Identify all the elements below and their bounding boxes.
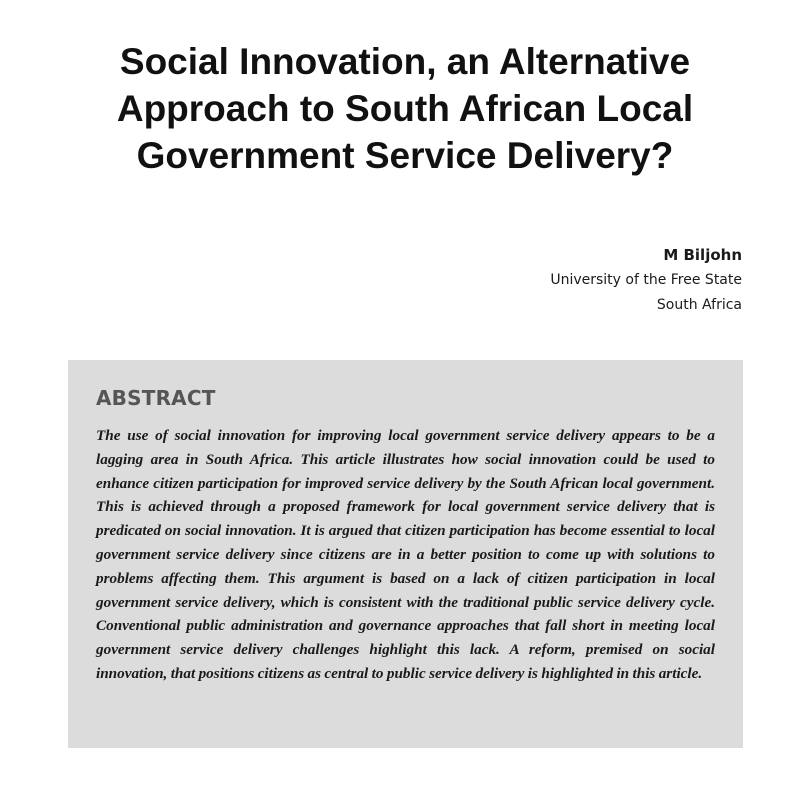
author-block <box>550 243 742 318</box>
abstract-heading: ABSTRACT <box>96 386 216 410</box>
author-affiliation: University of the Free State <box>550 272 742 288</box>
title-line-1: Social Innovation, an Alternative <box>119 41 691 82</box>
abstract-box <box>68 360 743 748</box>
title-line-3: Government Service Delivery? <box>136 135 674 176</box>
abstract-text: The use of social innovation for improving local government service delivery appears to be a lagging area in South Africa. This article illustrates how social innovation could be used to enhance citizen participation for improved service delivery by the South African local government. This is achieved through a proposed framework for local government service delivery that is predicated on social innovation. It is argued that citizen participation has become essential to local government service delivery since citizens are in a better position to come up with solutions to problems affecting them. This argument is based on a lack of citizen participation in local government service delivery, which is consistent with the traditional public service delivery cycle. Conventional public administration and governance approaches that fall short in meeting local government service delivery challenges highlight this lack. A reform, premised on social innovation, that positions citizens as central to public service delivery is highlighted in this article. <box>96 427 715 682</box>
author-country: South Africa <box>656 297 742 313</box>
title-line-2: Approach to South African Local <box>116 88 694 129</box>
article-title <box>40 38 770 179</box>
author-name: M Biljohn <box>663 246 742 264</box>
